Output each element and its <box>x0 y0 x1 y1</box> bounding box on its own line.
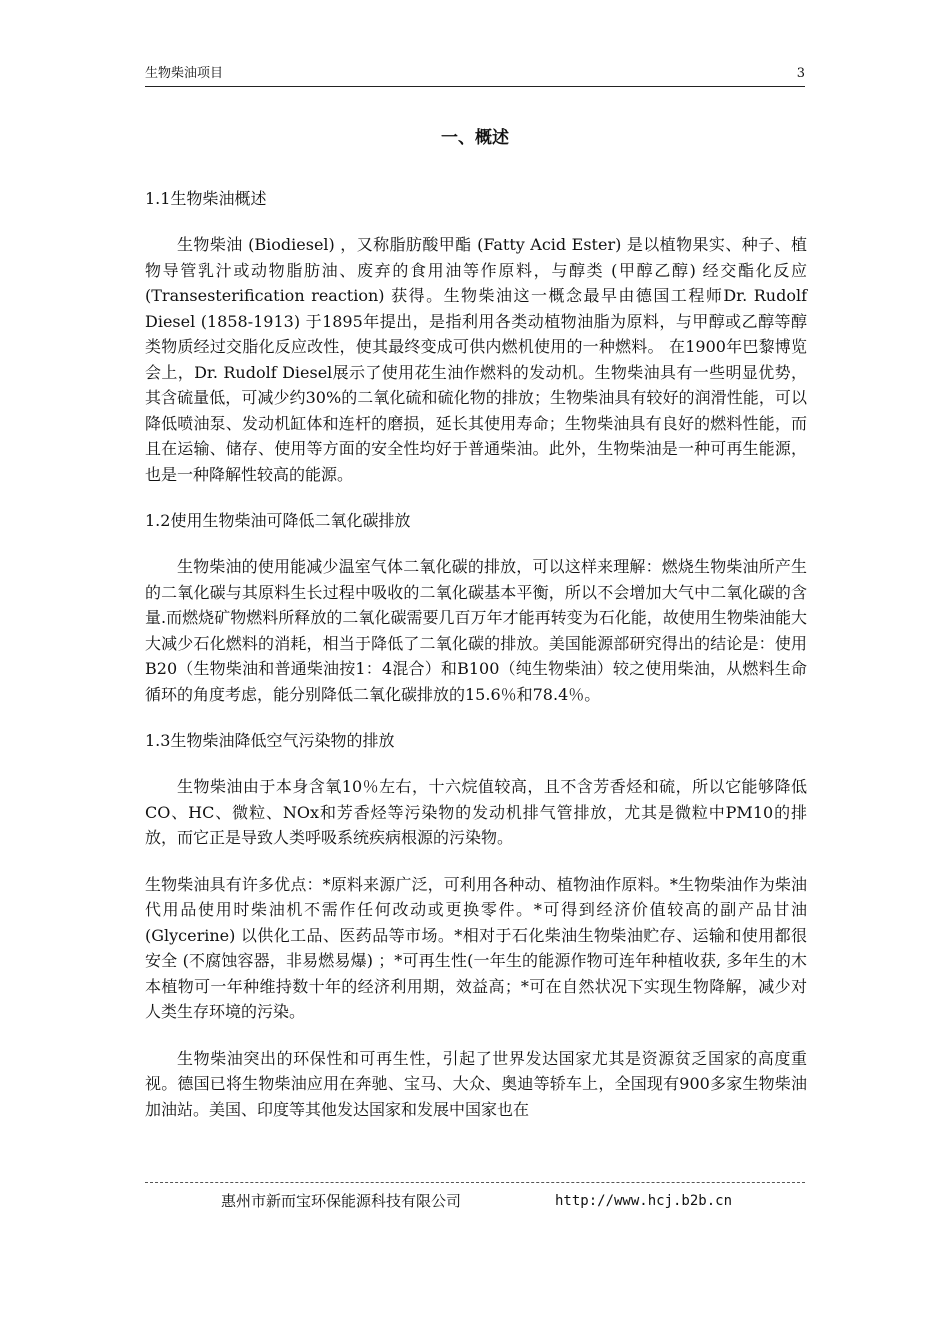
header-document-title: 生物柴油项目 <box>145 66 224 81</box>
section-title: 一、概述 <box>441 128 509 148</box>
footer-company-name: 惠州市新而宝环保能源科技有限公司 <box>221 1192 462 1210</box>
paragraph-biodiesel-overview: 生物柴油 (Biodiesel) ，又称脂肪酸甲酯 (Fatty Acid Ester) 是以植物果实、种子、植物导管乳汁或动物脂肪油、废弃的食用油等作原料，与醇类 (甲醇乙醇) 经交酯化反应 (Transesterification reaction) 获得。生物柴油这一概念最早由德国工程师Dr. Rudolf Diesel (1858-1913) 于1895年提出，是指利用各类动植物油脂为原料，与甲醇或乙醇等醇类物质经过交脂化反应改性，使其最终变成可供内燃机使用的一种燃料。 在1900年巴黎博览会上，Dr. Rudolf Diesel展示了使用花生油作燃料的发动机。生物柴油具有一些明显优势，其含硫量低，可减少约30%的二氧化硫和硫化物的排放；生物柴油具有较好的润滑性能，可以降低喷油泵、发动机缸体和连杆的磨损，延长其使用寿命；生物柴油具有良好的燃料性能，而且在运输、储存、使用等方面的安全性均好于普通柴油。此外，生物柴油是一种可再生能源，也是一种降解性较高的能源。 <box>145 235 807 484</box>
paragraph-pollutant-reduction: 生物柴油由于本身含氧10％左右，十六烷值较高，且不含芳香烃和硫，所以它能够降低CO、HC、微粒、NOx和芳香烃等污染物的发动机排气管排放，尤其是微粒中PM10的排放，而它正是导致人类呼吸系统疾病根源的污染物。 <box>145 777 807 847</box>
subsection-heading-1-3: 1.3生物柴油降低空气污染物的排放 <box>145 731 395 750</box>
document-body <box>145 186 807 1143</box>
paragraph-co2-reduction: 生物柴油的使用能减少温室气体二氧化碳的排放，可以这样来理解：燃烧生物柴油所产生的二氧化碳与其原料生长过程中吸收的二氧化碳基本平衡，所以不会增加大气中二氧化碳的含量.而燃烧矿物燃料所释放的二氧化碳需要几百万年才能再转变为石化能，故使用生物柴油能大大减少石化燃料的消耗，相当于降低了二氧化碳的排放。美国能源部研究得出的结论是：使用B20（生物柴油和普通柴油按1：4混合）和B100（纯生物柴油）较之使用柴油，从燃料生命循环的角度考虑，能分别降低二氧化碳排放的15.6％和78.4％。 <box>145 557 807 704</box>
footer-divider <box>145 1182 805 1183</box>
paragraph-advantages: 生物柴油具有许多优点：*原料来源广泛，可利用各种动、植物油作原料。*生物柴油作为柴油代用品使用时柴油机不需作任何改动或更换零件。*可得到经济价值较高的副产品甘油 (Glycerine) 以供化工品、医药品等市场。*相对于石化柴油生物柴油贮存、运输和使用都很安全 (不腐蚀容器，非易燃易爆) ；*可再生性(一年生的能源作物可连年种植收获, 多年生的木本植物可一年种维持数十年的经济利用期，效益高；*可在自然状况下实现生物降解，减少对人类生存环境的污染。 <box>145 874 807 1021</box>
footer-url: http://www.hcj.b2b.cn <box>555 1193 733 1209</box>
page-header <box>145 64 805 87</box>
paragraph-global-attention: 生物柴油突出的环保性和可再生性，引起了世界发达国家尤其是资源贫乏国家的高度重视。德国已将生物柴油应用在奔驰、宝马、大众、奥迪等轿车上，全国现有900多家生物柴油加油站。美国、印度等其他发达国家和发展中国家也在 <box>145 1048 807 1119</box>
subsection-heading-1-2: 1.2使用生物柴油可降低二氧化碳排放 <box>145 511 411 530</box>
subsection-heading-1-1: 1.1生物柴油概述 <box>145 189 267 208</box>
header-page-number: 3 <box>796 66 805 81</box>
page-footer <box>145 1190 805 1214</box>
